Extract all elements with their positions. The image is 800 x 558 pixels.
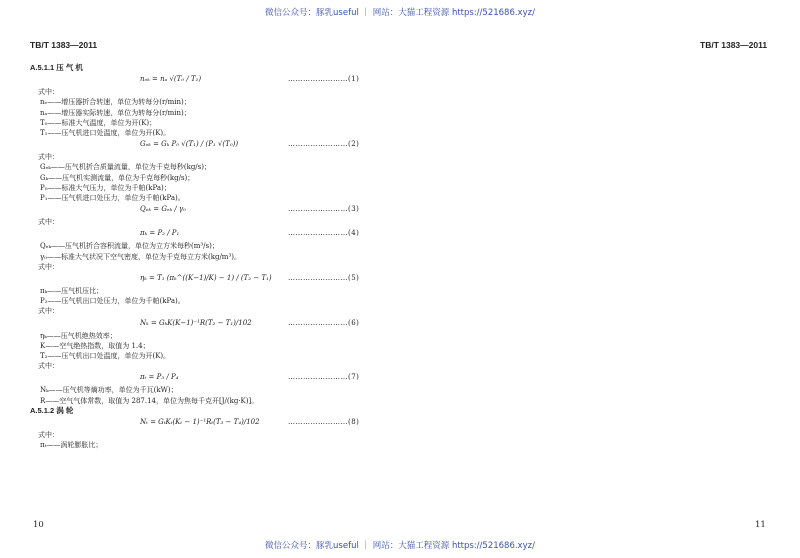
text-line: Gₑₖ——压气机折合质量流量，单位为千克每秒(kg/s)； [40, 163, 211, 172]
equation: Qₑₖ = Gₑₖ / γ₀ [140, 205, 186, 214]
equation-number [288, 319, 359, 327]
where-label: 式中： [38, 431, 59, 439]
leader-dots: …………………… [288, 140, 348, 149]
leader-dots: …………………… [288, 418, 348, 426]
leader-dots: …………………… [288, 229, 348, 238]
text-line: γ₀——标准大气状况下空气密度，单位为千克每立方米(kg/m³)。 [40, 252, 241, 261]
leader-dots: …………………… [288, 75, 348, 84]
where-label: 式中： [38, 218, 59, 227]
leader-dots: …………………… [288, 205, 348, 214]
standard-number: TB/T 1383—2011 [700, 40, 768, 50]
equation-number-label: (4) [348, 229, 360, 238]
equation: ηₖ = T₁ (πₖ^((K−1)/K) − 1) / (T₂ − T₁) [140, 274, 272, 282]
text-line: Gₖ——压气机实测流量，单位为千克每秒(kg/s)； [40, 173, 195, 182]
text-line: T₀——标准大气温度，单位为开(K)； [40, 118, 157, 127]
where-label: 式中： [38, 88, 59, 97]
right-page [400, 0, 800, 558]
equation-number-label: (7) [348, 373, 360, 382]
where-label: 式中： [38, 262, 59, 271]
text-line: T₁——压气机进口处温度，单位为开(K)。 [40, 129, 171, 137]
equation: Gₑₖ = Gₖ P₀ √(T₁) / (P₁ √(T₀)) [140, 140, 239, 149]
equation: nₑₖ = nₐ √(T₀ / T₁) [140, 75, 202, 84]
watermark-bottom: 微信公众号：豚乳useful ｜ 网站：大猫工程资源 https://521686.xyz/ [265, 541, 535, 551]
section-heading: A.5.1.2 涡 轮 [30, 405, 74, 415]
where-label: 式中： [38, 153, 59, 162]
equation: Nₜ = GₜKₜ(Kₜ − 1)⁻¹Rₜ(T₃ − T₄)/102 [140, 418, 260, 426]
equation-number-label: (6) [348, 318, 360, 327]
equation-number [288, 205, 359, 213]
text-line: K——空气绝热指数，取值为 1.4； [40, 341, 150, 350]
equation-number-label: (5) [348, 274, 360, 282]
equation-number-label: (1) [348, 75, 360, 84]
standard-number: TB/T 1383—2011 [30, 40, 98, 50]
equation-number [288, 274, 359, 282]
equation: Nₖ = GₖK(K−1)⁻¹R(T₂ − T₁)/102 [140, 318, 252, 327]
page-number: 10 [33, 520, 44, 530]
text-line: nₐ——增压器实际转速，单位为转每分(r/min)； [40, 108, 191, 117]
equation-number [288, 418, 359, 426]
watermark-top: 微信公众号：豚乳useful ｜ 网站：大猫工程资源 https://521686.xyz/ [265, 8, 535, 18]
text-line: T₂——压气机出口处温度，单位为开(K)。 [40, 352, 171, 360]
equation-number [288, 75, 359, 83]
equation-number-label: (8) [348, 418, 360, 426]
leader-dots: …………………… [288, 373, 348, 382]
text-line: P₁——压气机进口处压力，单位为千帕(kPa)。 [40, 194, 185, 202]
equation-number [288, 229, 359, 237]
where-label: 式中： [38, 307, 59, 316]
text-line: nₑ——增压器折合转速，单位为转每分(r/min)； [40, 98, 191, 107]
section-heading: A.5.1.1 压 气 机 [30, 63, 83, 72]
equation-number-label: (3) [348, 205, 360, 214]
text-line: πₜ——涡轮膨胀比； [40, 441, 103, 450]
text-line: Nₖ——压气机等熵功率，单位为千瓦(kW)； [40, 386, 178, 395]
leader-dots: …………………… [288, 274, 348, 282]
text-line: P₂——压气机出口处压力，单位为千帕(kPa)。 [40, 297, 185, 306]
text-line: ηₖ——压气机绝热效率； [40, 331, 117, 340]
text-line: R——空气气体常数，取值为 287.14，单位为焦每千克开[J/(kg·K)]。 [40, 396, 259, 405]
text-line: πₖ——压气机压比； [40, 287, 104, 295]
text-line: Qₑₖ——压气机折合容积流量，单位为立方米每秒(m³/s)； [40, 242, 219, 251]
equation: πₜ = P₃ / P₄ [140, 373, 179, 382]
where-label: 式中： [38, 362, 59, 371]
equation-number [288, 373, 359, 381]
page-number: 11 [755, 520, 766, 530]
equation-number [288, 140, 359, 148]
equation: πₖ = P₂ / P₁ [140, 229, 180, 238]
equation-number-label: (2) [348, 140, 360, 149]
leader-dots: …………………… [288, 318, 348, 327]
text-line: P₀——标准大气压力，单位为千帕(kPa)； [40, 183, 171, 192]
